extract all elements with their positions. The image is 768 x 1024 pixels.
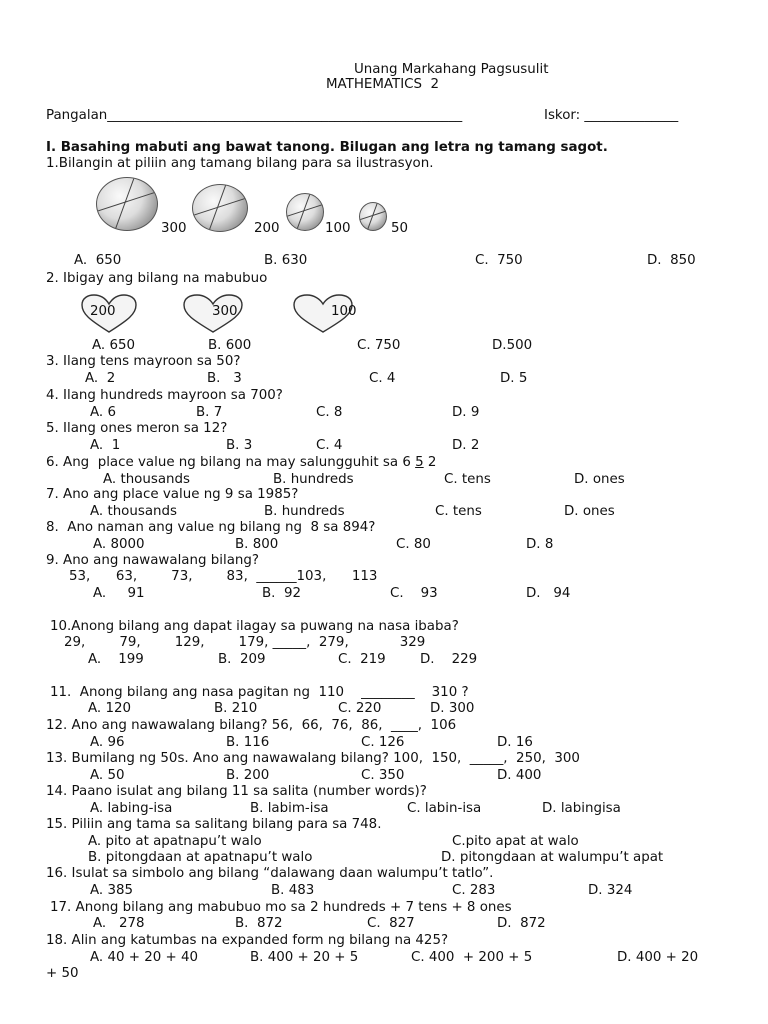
- choice-b[interactable]: B. 116: [226, 735, 270, 750]
- choice-a[interactable]: A. 1: [90, 438, 121, 453]
- basketball-icon: [286, 193, 324, 231]
- question-2: 2. Ibigay ang bilang na mabubuo: [46, 271, 268, 286]
- choice-b[interactable]: B. 209: [218, 652, 266, 667]
- choice-c[interactable]: C. 126: [361, 735, 405, 750]
- choice-b[interactable]: B. 800: [235, 537, 279, 552]
- choice-a[interactable]: A. 6: [90, 405, 116, 420]
- question-14: 14. Paano isulat ang bilang 11 sa salita (number words)?: [46, 784, 427, 799]
- score-field[interactable]: Iskor: ______________: [544, 108, 679, 123]
- number-sequence: 53, 63, 73, 83, ______103, 113: [69, 569, 378, 584]
- question-13: 13. Bumilang ng 50s. Ano ang nawawalang bilang? 100, 150, _____, 250, 300: [46, 751, 580, 766]
- choice-c[interactable]: C.pito apat at walo: [452, 834, 579, 849]
- number-sequence: 29, 79, 129, 179, _____, 279, 329: [64, 635, 426, 650]
- choice-c[interactable]: C. 4: [369, 371, 396, 386]
- choice-d[interactable]: D. 94: [526, 586, 571, 601]
- question-10: 10.Anong bilang ang dapat ilagay sa puwang na nasa ibaba?: [50, 619, 459, 634]
- question-5: 5. Ilang ones meron sa 12?: [46, 421, 228, 436]
- choice-a[interactable]: A. 96: [90, 735, 125, 750]
- choice-d[interactable]: D. ones: [564, 504, 615, 519]
- underlined-digit: 5: [415, 455, 424, 470]
- choice-d[interactable]: D. 8: [526, 537, 554, 552]
- choice-b[interactable]: B. 3: [207, 371, 242, 386]
- choice-a[interactable]: A. 199: [88, 652, 144, 667]
- question-15: 15. Piliin ang tama sa salitang bilang para sa 748.: [46, 817, 382, 832]
- choice-b[interactable]: B. 92: [262, 586, 301, 601]
- choice-b[interactable]: B. 630: [264, 253, 308, 268]
- choice-d[interactable]: D. 229: [420, 652, 478, 667]
- question-4: 4. Ilang hundreds mayroon sa 700?: [46, 388, 283, 403]
- heart-label: 300: [212, 304, 238, 319]
- question-16: 16. Isulat sa simbolo ang bilang “dalawang daan walumpu’t tatlo”.: [46, 866, 494, 881]
- choice-d[interactable]: D. 300: [430, 701, 475, 716]
- choice-a[interactable]: A. 120: [88, 701, 131, 716]
- choice-a[interactable]: A. thousands: [90, 504, 177, 519]
- choice-d[interactable]: D. 324: [588, 883, 633, 898]
- choice-c[interactable]: C. 93: [390, 586, 438, 601]
- choice-b[interactable]: B. labim-isa: [250, 801, 329, 816]
- choice-c[interactable]: C. 750: [475, 253, 523, 268]
- question-17: 17. Anong bilang ang mabubuo mo sa 2 hundreds + 7 tens + 8 ones: [50, 900, 512, 915]
- choice-b[interactable]: B. 210: [214, 701, 258, 716]
- choice-c[interactable]: C. tens: [444, 472, 491, 487]
- choice-d-continuation: + 50: [46, 966, 79, 981]
- exam-title: Unang Markahang Pagsusulit: [354, 62, 549, 77]
- ball-label: 300: [161, 221, 187, 236]
- choice-b[interactable]: B. 7: [196, 405, 223, 420]
- choice-c[interactable]: C. 400 + 200 + 5: [411, 950, 533, 965]
- choice-d[interactable]: D. labingisa: [542, 801, 621, 816]
- basketball-icon: [359, 202, 387, 231]
- choice-d[interactable]: D. ones: [574, 472, 625, 487]
- question-11: 11. Anong bilang ang nasa pagitan ng 110 ________ 310 ?: [50, 685, 469, 700]
- heart-label: 100: [331, 304, 357, 319]
- choice-a[interactable]: A. 8000: [93, 537, 145, 552]
- choice-b[interactable]: B. hundreds: [273, 472, 354, 487]
- choice-a[interactable]: A. 40 + 20 + 40: [90, 950, 199, 965]
- question-12: 12. Ano ang nawawalang bilang? 56, 66, 76, 86, ____, 106: [46, 718, 457, 733]
- choice-a[interactable]: A. pito at apatnapu’t walo: [88, 834, 262, 849]
- choice-b[interactable]: B. pitongdaan at apatnapu’t walo: [88, 850, 313, 865]
- choice-b[interactable]: B. 400 + 20 + 5: [250, 950, 359, 965]
- question-7: 7. Ano ang place value ng 9 sa 1985?: [46, 487, 299, 502]
- choice-c[interactable]: C. tens: [435, 504, 482, 519]
- choice-d[interactable]: D.500: [492, 338, 533, 353]
- choice-a[interactable]: A. 2: [85, 371, 116, 386]
- choice-d[interactable]: D. 400: [497, 768, 542, 783]
- choice-a[interactable]: A. thousands: [103, 472, 190, 487]
- choice-a[interactable]: A. 650: [74, 253, 122, 268]
- choice-c[interactable]: C. 350: [361, 768, 405, 783]
- choice-c[interactable]: C. 80: [396, 537, 431, 552]
- choice-a[interactable]: A. 91: [93, 586, 145, 601]
- basketball-icon: [192, 184, 248, 232]
- question-3: 3. Ilang tens mayroon sa 50?: [46, 354, 241, 369]
- choice-c[interactable]: C. 827: [367, 916, 415, 931]
- choice-b[interactable]: B. 483: [271, 883, 315, 898]
- choice-c[interactable]: C. 4: [316, 438, 343, 453]
- choice-d[interactable]: D. 872: [497, 916, 546, 931]
- choice-d[interactable]: D. 5: [500, 371, 528, 386]
- choice-b[interactable]: B. 200: [226, 768, 270, 783]
- question-18: 18. Alin ang katumbas na expanded form ng bilang na 425?: [46, 933, 449, 948]
- choice-d[interactable]: D. pitongdaan at walumpu’t apat: [441, 850, 664, 865]
- choice-c[interactable]: C. labin-isa: [407, 801, 482, 816]
- ball-label: 200: [254, 221, 280, 236]
- heart-label: 200: [90, 304, 116, 319]
- choice-b[interactable]: B. 872: [235, 916, 283, 931]
- ball-label: 50: [391, 221, 409, 236]
- choice-d[interactable]: D. 850: [647, 253, 696, 268]
- choice-a[interactable]: A. 50: [90, 768, 125, 783]
- choice-c[interactable]: C. 8: [316, 405, 343, 420]
- choice-d[interactable]: D. 2: [452, 438, 480, 453]
- choice-a[interactable]: A. labing-isa: [90, 801, 173, 816]
- choice-a[interactable]: A. 650: [92, 338, 135, 353]
- choice-c[interactable]: C. 219: [338, 652, 386, 667]
- choice-d[interactable]: D. 400 + 20: [617, 950, 699, 965]
- choice-b[interactable]: B. 3: [226, 438, 253, 453]
- subject-title: MATHEMATICS 2: [326, 77, 440, 92]
- choice-a[interactable]: A. 385: [90, 883, 133, 898]
- choice-c[interactable]: C. 283: [452, 883, 496, 898]
- instruction-heading: I. Basahing mabuti ang bawat tanong. Bilugan ang letra ng tamang sagot.: [46, 140, 608, 155]
- ball-label: 100: [325, 221, 351, 236]
- choice-c[interactable]: C. 750: [357, 338, 401, 353]
- choice-b[interactable]: B. 600: [208, 338, 252, 353]
- choice-d[interactable]: D. 9: [452, 405, 480, 420]
- choice-a[interactable]: A. 278: [93, 916, 145, 931]
- choice-b[interactable]: B. hundreds: [264, 504, 345, 519]
- question-8: 8. Ano naman ang value ng bilang ng 8 sa 894?: [46, 520, 376, 535]
- question-6: 6. Ang place value ng bilang na may salungguhit sa 6 5 2: [46, 455, 437, 470]
- basketball-icon: [96, 177, 158, 231]
- name-field[interactable]: Pangalan_____________________________________________________: [46, 108, 463, 123]
- question-1: 1.Bilangin at piliin ang tamang bilang para sa ilustrasyon.: [46, 156, 434, 171]
- choice-c[interactable]: C. 220: [338, 701, 382, 716]
- choice-d[interactable]: D. 16: [497, 735, 533, 750]
- question-9: 9. Ano ang nawawalang bilang?: [46, 553, 259, 568]
